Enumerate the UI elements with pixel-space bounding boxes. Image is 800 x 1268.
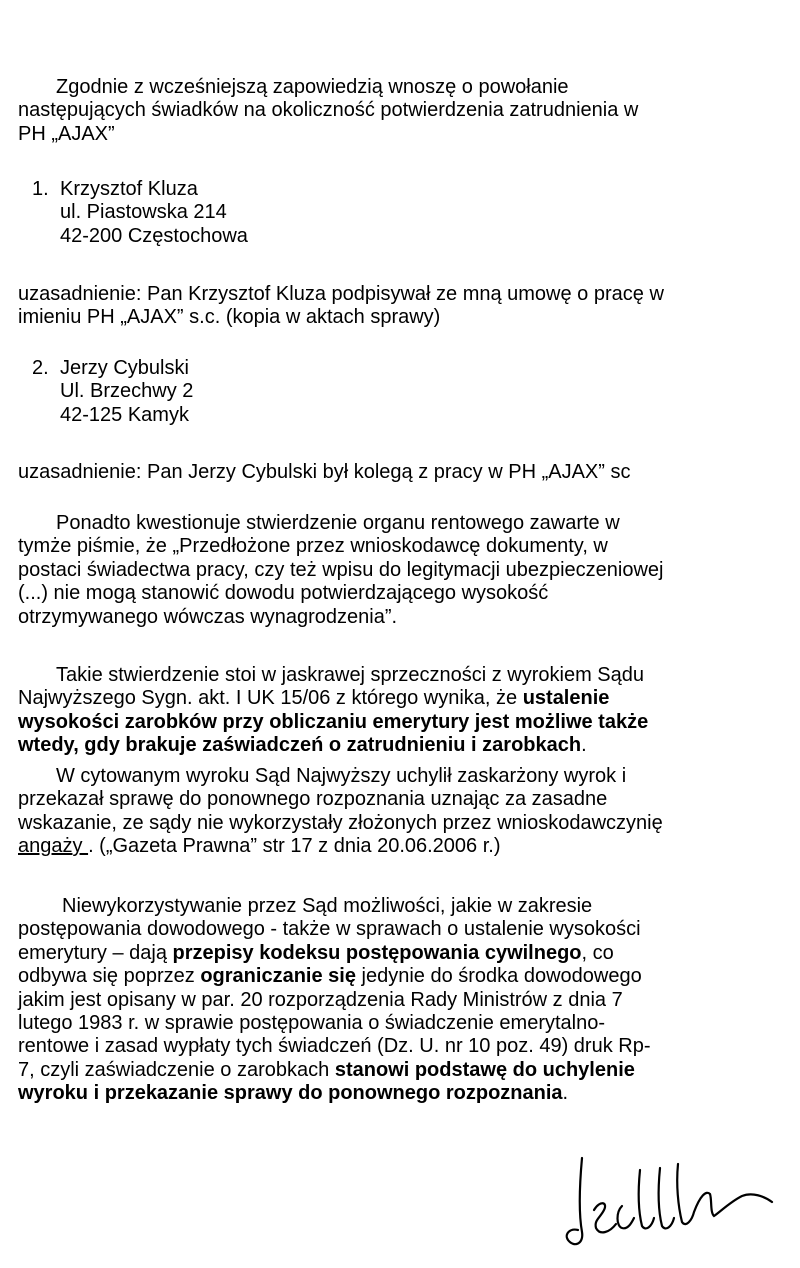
text-line (18, 965, 788, 988)
bold-text-run: przepisy kodeksu postępowania cywilnego (172, 941, 582, 964)
witness-number: 1. (32, 178, 49, 200)
bold-text-run: wysokości zarobków przy obliczaniu emerytury jest możliwe także (18, 710, 649, 733)
witness-entry-2 (32, 357, 432, 427)
handwritten-signature-icon (560, 1140, 790, 1250)
witness-city: 42-125 Kamyk (60, 403, 189, 426)
text-line: rentowe i zasad wypłaty tych świadczeń (Dz. U. nr 10 poz. 49) druk Rp- (18, 1035, 651, 1058)
text-run: jedynie do środka dowodowego (355, 965, 642, 988)
witness-entry-1 (32, 178, 432, 248)
text-line: PH „AJAX” (18, 122, 115, 145)
text-line: otrzymywanego wówczas wynagrodzenia”. (18, 605, 398, 628)
bold-text-run: wyroku i przekazanie sprawy do ponownego rozpoznania (18, 1082, 563, 1105)
paragraph-niewykorzystywanie (18, 895, 788, 1106)
witness-city: 42-200 Częstochowa (60, 224, 248, 247)
intro-paragraph (18, 76, 788, 146)
text-line: (...) nie mogą stanowić dowodu potwierdzającego wysokość (18, 582, 549, 605)
text-line (18, 687, 788, 710)
paragraph-ponadto (18, 512, 788, 629)
text-line: W cytowanym wyroku Sąd Najwyższy uchylił zaskarżony wyrok i (56, 765, 627, 787)
text-line (18, 835, 788, 858)
text-line: postaci świadectwa pracy, czy też wpisu do legitymacji ubezpieczeniowej (18, 558, 664, 581)
text-line: Niewykorzystywanie przez Sąd możliwości, jakie w zakresie (62, 895, 593, 917)
underlined-text-run: angaży (18, 835, 89, 858)
text-run: , co (581, 941, 614, 964)
text-line: postępowania dowodowego - także w sprawach o ustalenie wysokości (18, 918, 641, 941)
bold-text-run: ustalenie (522, 687, 610, 710)
text-line (18, 711, 788, 734)
text-run: Najwyższego Sygn. akt. I UK 15/06 z którego wynika, że (18, 687, 523, 710)
text-line: następujących świadków na okoliczność potwierdzenia zatrudnienia w (18, 99, 639, 122)
text-line: tymże piśmie, że „Przedłożone przez wnioskodawcę dokumenty, w (18, 535, 608, 558)
witness-name: Krzysztof Kluza (60, 178, 198, 200)
witness-2-justification (18, 461, 788, 484)
text-line: Zgodnie z wcześniejszą zapowiedzią wnoszę o powołanie (56, 76, 569, 98)
text-line: jakim jest opisany w par. 20 rozporządzenia Rady Ministrów z dnia 7 (18, 988, 623, 1011)
text-run: 7, czyli zaświadczenie o zarobkach (18, 1058, 335, 1081)
text-run: . (562, 1082, 569, 1105)
text-line: uzasadnienie: Pan Krzysztof Kluza podpisywał ze mną umowę o pracę w (18, 283, 664, 305)
witness-street: ul. Piastowska 214 (60, 201, 227, 224)
paragraph-takie (18, 664, 788, 758)
text-line: wskazanie, ze sądy nie wykorzystały złożonych przez wnioskodawczynię (18, 811, 663, 834)
bold-text-run: ograniczanie się (200, 965, 356, 988)
text-line: imieniu PH „AJAX” s.c. (kopia w aktach sprawy) (18, 306, 441, 329)
bold-text-run: wtedy, gdy brakuje zaświadczeń o zatrudnieniu i zarobkach (18, 734, 582, 757)
text-run: odbywa się poprzez (18, 965, 201, 988)
paragraph-cytowanym (18, 765, 788, 859)
text-line (18, 1082, 788, 1105)
text-line: lutego 1983 r. w sprawie postępowania o świadczenie emerytalno- (18, 1012, 606, 1035)
witness-street: Ul. Brzechwy 2 (60, 380, 194, 403)
bold-text-run: stanowi podstawę do uchylenie (334, 1058, 635, 1081)
text-line (18, 942, 788, 965)
witness-1-justification (18, 283, 788, 330)
text-line (18, 734, 788, 757)
text-line (18, 1059, 788, 1082)
text-run: . (581, 734, 587, 757)
text-line: przekazał sprawę do ponownego rozpoznania uznając za zasadne (18, 788, 608, 811)
witness-number: 2. (32, 357, 49, 379)
text-line: Takie stwierdzenie stoi w jaskrawej sprzeczności z wyrokiem Sądu (56, 664, 644, 686)
text-line: uzasadnienie: Pan Jerzy Cybulski był kolegą z pracy w PH „AJAX” sc (18, 461, 631, 483)
text-line: Ponadto kwestionuje stwierdzenie organu rentowego zawarte w (56, 512, 620, 534)
text-run: . („Gazeta Prawna” str 17 z dnia 20.06.2006 r.) (88, 835, 501, 858)
text-run: emerytury – dają (18, 941, 173, 964)
witness-name: Jerzy Cybulski (60, 357, 189, 379)
